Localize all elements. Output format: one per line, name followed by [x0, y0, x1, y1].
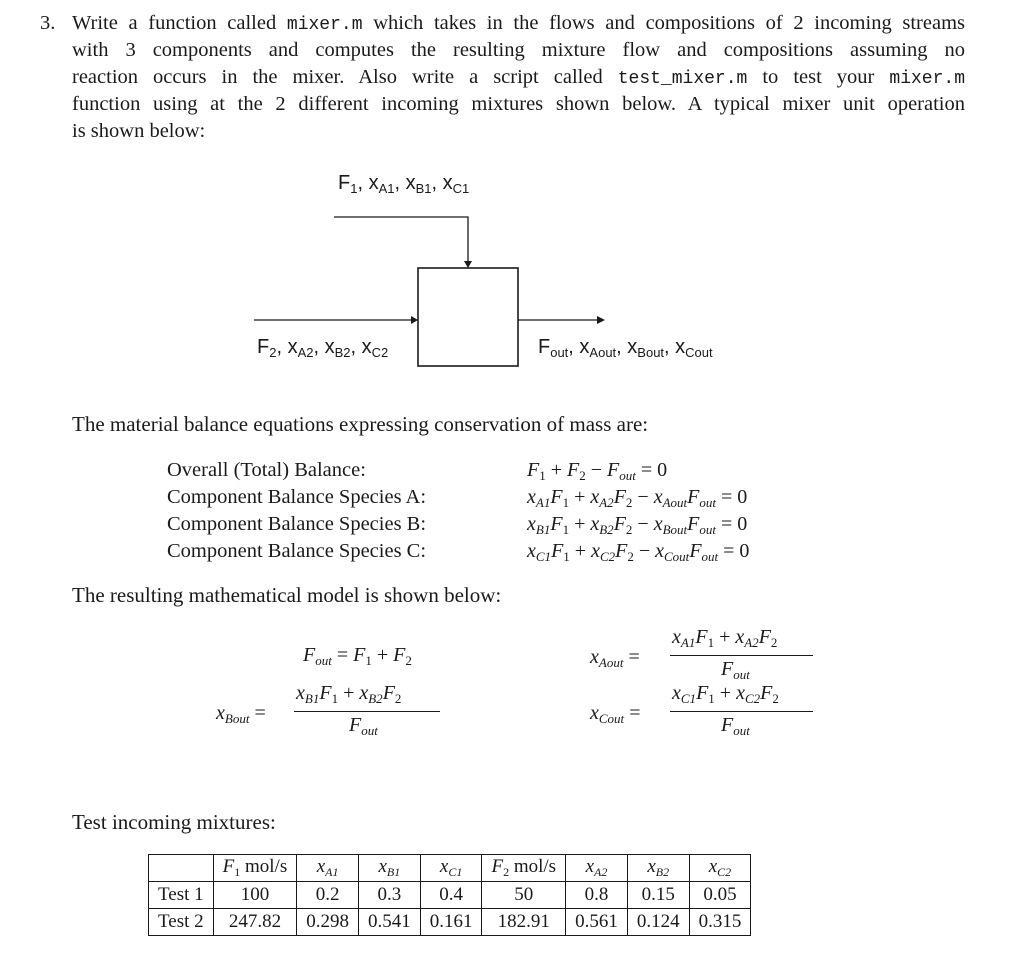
- balance-eq-c: $x_{C1}F_1 + x_{C2}F_2 - x_{Cout}F_{out} = 0$: [527, 540, 750, 564]
- balances-intro: The material balance equations expressing conservation of mass are:: [72, 412, 649, 436]
- col-xa1: $x_{A1}$: [297, 855, 359, 882]
- cell: 0.8: [566, 882, 628, 909]
- cell: 0.124: [627, 909, 689, 936]
- cell: 247.82: [213, 909, 297, 936]
- col-xb2: $x_{B2}$: [627, 855, 689, 882]
- top-stream-line: [334, 217, 468, 262]
- row-label: Test 2: [149, 909, 214, 936]
- mixer-diagram-svg: [0, 150, 1024, 390]
- left-stream-label: $F_2$, $x_{A2}$, $x_{B2}$, $x_{C2}$: [257, 336, 389, 360]
- out-stream-arrowhead: [597, 316, 605, 324]
- col-xa2: $x_{A2}$: [566, 855, 628, 882]
- table-header-row: [149, 855, 751, 882]
- problem-line-3: reaction occurs in the mixer. Also write a script called test_mixer.m to test your mixer.m: [72, 66, 966, 89]
- col-f1: $F_1$ mol/s: [213, 855, 297, 882]
- col-xb1: $x_{B1}$: [358, 855, 420, 882]
- model-eq-fout: $F_{out} = F_1 + F_2$: [303, 644, 412, 668]
- balance-label-total: Overall (Total) Balance:: [167, 459, 366, 481]
- left-stream-arrowhead: [411, 316, 418, 324]
- model-intro: The resulting mathematical model is shown below:: [72, 583, 502, 607]
- cell: 0.298: [297, 909, 359, 936]
- cell: 0.05: [689, 882, 751, 909]
- cell: 0.315: [689, 909, 751, 936]
- model-eq-xaout: $x_{Aout}$ = $x_{A1}F_1 + x_{A2}F_2$ $F_{out}$: [590, 626, 830, 686]
- col-f2: $F_2$ mol/s: [482, 855, 566, 882]
- cell: 0.4: [420, 882, 482, 909]
- cell: 0.2: [297, 882, 359, 909]
- cell: 0.15: [627, 882, 689, 909]
- top-stream-arrowhead: [464, 261, 472, 268]
- cell: 100: [213, 882, 297, 909]
- cell: 0.561: [566, 909, 628, 936]
- cell: 50: [482, 882, 566, 909]
- balance-label-b: Component Balance Species B:: [167, 513, 427, 535]
- balance-label-a: Component Balance Species A:: [167, 486, 427, 508]
- out-stream-label: $F_{out}$, $x_{Aout}$, $x_{Bout}$, $x_{Cout}$: [538, 336, 713, 360]
- col-xc2: $x_{C2}$: [689, 855, 751, 882]
- balance-eq-total: $F_1 + F_2 - F_{out} = 0$: [527, 459, 668, 483]
- problem-line-1: Write a function called mixer.m which takes in the flows and compositions of 2 incoming streams: [72, 12, 965, 35]
- cell: 0.3: [358, 882, 420, 909]
- balance-label-c: Component Balance Species C:: [167, 540, 427, 562]
- model-eq-xbout: $x_{Bout}$ = $x_{B1}F_1 + x_{B2}F_2$ $F_{out}$: [216, 686, 456, 746]
- problem-line-2: with 3 components and computes the resulting mixture flow and compositions assuming no: [72, 39, 965, 61]
- code-mixer: mixer.m: [286, 15, 363, 35]
- mixer-diagram: [0, 150, 1024, 390]
- model-eq-xcout: $x_{Cout}$ = $x_{C1}F_1 + x_{C2}F_2$ $F_{out}$: [590, 686, 830, 746]
- table-row: [149, 882, 751, 909]
- col-xc1: $x_{C1}$: [420, 855, 482, 882]
- mixer-box: [418, 268, 518, 366]
- row-label: Test 1: [149, 882, 214, 909]
- problem-number: 3.: [40, 12, 56, 34]
- test-mixtures-table: [148, 854, 751, 936]
- tests-intro: Test incoming mixtures:: [72, 810, 276, 834]
- balance-eq-b: $x_{B1}F_1 + x_{B2}F_2 - x_{Bout}F_{out} = 0$: [527, 513, 748, 537]
- code-mixer-2: mixer.m: [889, 69, 966, 89]
- balance-eq-a: $x_{A1}F_1 + x_{A2}F_2 - x_{Aout}F_{out} = 0$: [527, 486, 748, 510]
- table-corner: [149, 855, 214, 882]
- problem-line-4: function using at the 2 different incoming mixtures shown below. A typical mixer unit operation: [72, 93, 965, 115]
- cell: 0.541: [358, 909, 420, 936]
- top-stream-label: $F_1$, $x_{A1}$, $x_{B1}$, $x_{C1}$: [338, 172, 470, 196]
- code-test-mixer: test_mixer.m: [617, 69, 748, 89]
- cell: 0.161: [420, 909, 482, 936]
- table-row: [149, 909, 751, 936]
- problem-line-5: is shown below:: [72, 120, 206, 142]
- cell: 182.91: [482, 909, 566, 936]
